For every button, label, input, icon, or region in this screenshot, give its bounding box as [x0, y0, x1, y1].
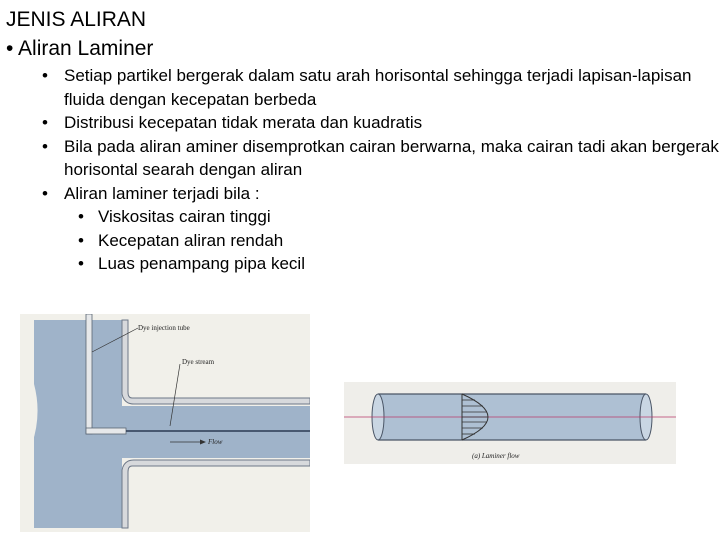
bullet-dot: •: [42, 136, 48, 156]
label-dye-tube: Dye injection tube: [138, 324, 190, 332]
bullet-dot: •: [78, 254, 84, 273]
pipe-water: [122, 406, 310, 458]
bullet-dot: •: [42, 183, 48, 203]
dye-tube-vertical: [86, 314, 92, 434]
tank-water: [34, 320, 122, 528]
bullet-item: [0, 111, 720, 135]
sub-bullet-text: Kecepatan aliran rendah: [98, 230, 284, 250]
bullet-item: [0, 64, 720, 111]
sub-bullet-item: [0, 229, 720, 253]
dye-tube-horizontal: [86, 428, 126, 434]
label-flow: Flow: [208, 438, 223, 446]
bullet-dot: •: [78, 207, 84, 226]
bullet-text: Bila pada aliran aminer disemprotkan cairan berwarna, maka cairan tadi akan bergerak horisontal searah dengan aliran: [64, 136, 719, 179]
slide-subtitle: • Aliran Laminer: [6, 37, 154, 60]
bullet-list: [0, 64, 720, 276]
sub-bullet-text: Viskositas cairan tinggi: [98, 207, 271, 226]
laminar-flow-illustration: [344, 382, 676, 464]
label-dye-stream: Dye stream: [182, 358, 215, 366]
sub-bullet-item: [0, 205, 720, 229]
sub-bullet-text: Luas penampang pipa kecil: [98, 254, 305, 273]
laminar-flow-figure: [344, 382, 676, 464]
bullet-dot: •: [42, 113, 48, 132]
dye-injection-illustration: [20, 314, 310, 532]
bullet-text: Distribusi kecepatan tidak merata dan kuadratis: [64, 113, 423, 132]
bullet-dot: •: [78, 230, 84, 250]
slide-title: JENIS ALIRAN: [6, 8, 147, 31]
bullet-item: [0, 135, 720, 182]
laminar-flow-caption: (a) Laminer flow: [472, 452, 520, 460]
bullet-item: [0, 182, 720, 206]
bullet-text: Aliran laminer terjadi bila :: [64, 183, 260, 203]
bullet-dot: •: [42, 66, 48, 85]
sub-bullet-item: [0, 252, 720, 276]
bullet-text: Setiap partikel bergerak dalam satu arah horisontal sehingga terjadi lapisan-lapisan fluida dengan kecepatan berbeda: [64, 66, 692, 109]
dye-injection-figure: [20, 314, 310, 532]
